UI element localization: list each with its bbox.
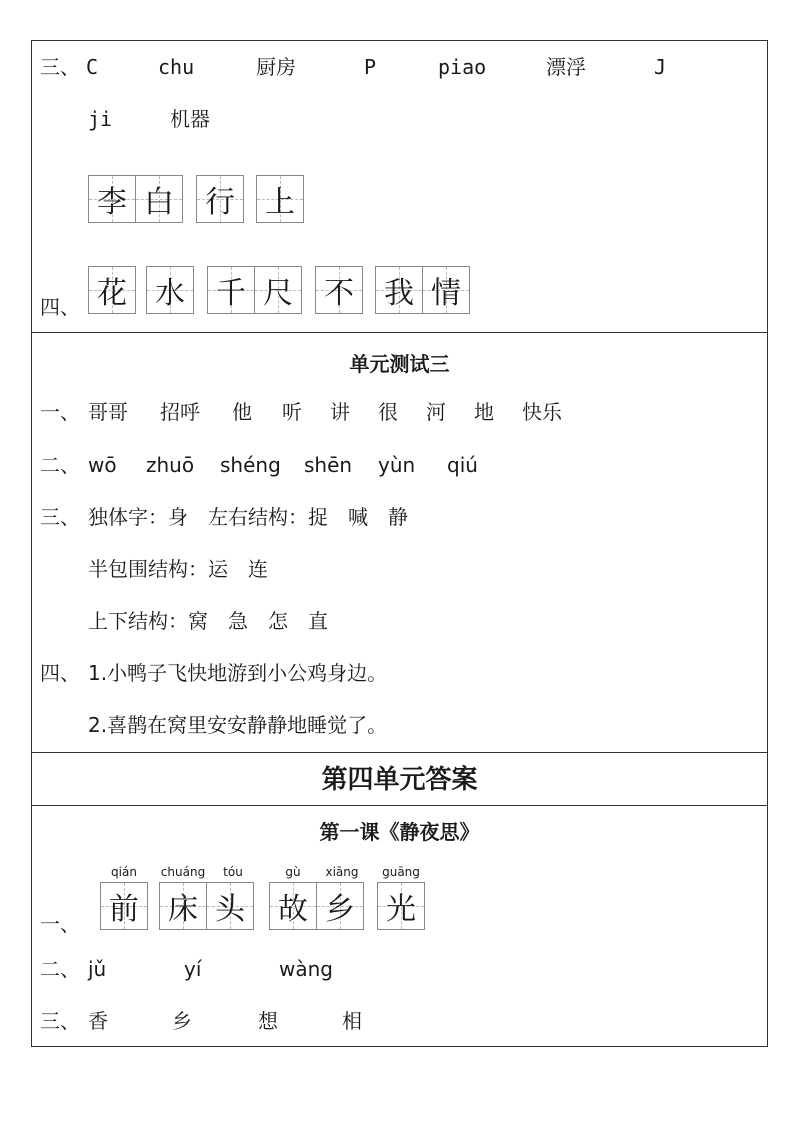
pinyin: wō <box>88 453 117 477</box>
char-box: 故 <box>269 882 317 930</box>
q1-label: 一、 <box>40 912 80 936</box>
word: 漂浮 <box>546 55 586 79</box>
char: 香 <box>88 1009 108 1033</box>
pinyin: yí <box>184 957 202 981</box>
word: 他 <box>232 400 252 424</box>
char-box-group <box>377 882 424 930</box>
char-box: 千 <box>207 266 255 314</box>
q1-label: 一、 <box>40 400 80 424</box>
word: 地 <box>474 400 494 424</box>
letter: C <box>86 55 99 79</box>
word: 机器 <box>170 107 210 131</box>
unit-heading: 第四单元答案 <box>321 765 478 795</box>
char-box: 我 <box>375 266 423 314</box>
q4-label: 四、 <box>40 295 80 319</box>
pinyin: xiāng <box>325 865 359 879</box>
pinyin: zhuō <box>146 453 195 477</box>
syllable: piao <box>438 55 487 79</box>
q2-label: 二、 <box>40 957 80 981</box>
q3-label: 三、 <box>40 1009 80 1033</box>
char-box: 前 <box>100 882 148 930</box>
char-box-group <box>88 266 135 314</box>
pinyin: shéng <box>220 453 281 477</box>
divider <box>31 752 768 753</box>
char-box-group <box>159 882 253 930</box>
word: 讲 <box>330 400 350 424</box>
char-box: 床 <box>159 882 207 930</box>
pinyin: qián <box>111 865 137 879</box>
word: 招呼 <box>160 400 200 424</box>
char-box: 情 <box>422 266 470 314</box>
pinyin: yùn <box>378 453 416 477</box>
char-box: 乡 <box>316 882 364 930</box>
section-title: 单元测试三 <box>349 352 450 376</box>
char: 想 <box>258 1009 278 1033</box>
word: 很 <box>378 400 398 424</box>
pinyin: jǔ <box>88 957 107 981</box>
char: 相 <box>342 1009 362 1033</box>
char-box-group <box>207 266 301 314</box>
char-box: 尺 <box>254 266 302 314</box>
char-box-group <box>269 882 363 930</box>
char-box: 头 <box>206 882 254 930</box>
q4-label: 四、 <box>40 661 80 685</box>
char-box-group <box>146 266 193 314</box>
syllable: ji <box>88 107 113 131</box>
pinyin: chuáng <box>160 865 206 879</box>
char-box: 不 <box>315 266 363 314</box>
divider <box>31 332 768 333</box>
word: 快乐 <box>522 400 562 424</box>
char-box: 花 <box>88 266 136 314</box>
syllable: chu <box>158 55 195 79</box>
char-box-group <box>196 175 243 223</box>
letter: P <box>364 55 377 79</box>
word: 厨房 <box>256 55 296 79</box>
q3-label: 三、 <box>40 505 80 529</box>
pinyin: guāng <box>382 865 420 879</box>
char-box: 水 <box>146 266 194 314</box>
pinyin: shēn <box>304 453 353 477</box>
char-box: 李 <box>88 175 136 223</box>
word: 哥哥 <box>88 400 128 424</box>
word: 河 <box>426 400 446 424</box>
q3-label: 三、 <box>40 55 80 79</box>
sentence: 2.喜鹊在窝里安安静静地睡觉了。 <box>88 713 388 737</box>
char-box-group <box>100 882 147 930</box>
char: 乡 <box>172 1009 192 1033</box>
char-box-group <box>88 175 182 223</box>
char-box-group <box>315 266 362 314</box>
char-box: 白 <box>135 175 183 223</box>
char-box: 光 <box>377 882 425 930</box>
char-box: 上 <box>256 175 304 223</box>
lesson-title: 第一课《静夜思》 <box>319 820 480 844</box>
letter: J <box>654 55 667 79</box>
sentence: 1.小鸭子飞快地游到小公鸡身边。 <box>88 661 388 685</box>
char-box-group <box>375 266 469 314</box>
word: 听 <box>282 400 302 424</box>
pinyin: tóu <box>223 865 243 879</box>
q2-label: 二、 <box>40 453 80 477</box>
divider <box>31 805 768 806</box>
answer-line: 上下结构：窝 急 怎 直 <box>88 609 328 633</box>
pinyin: gù <box>285 865 301 879</box>
char-box-group <box>256 175 303 223</box>
pinyin: wàng <box>279 957 333 981</box>
answer-line: 独体字：身 左右结构：捉 喊 静 <box>88 505 408 529</box>
answer-line: 半包围结构：运 连 <box>88 557 268 581</box>
char-box: 行 <box>196 175 244 223</box>
pinyin: qiú <box>447 453 478 477</box>
